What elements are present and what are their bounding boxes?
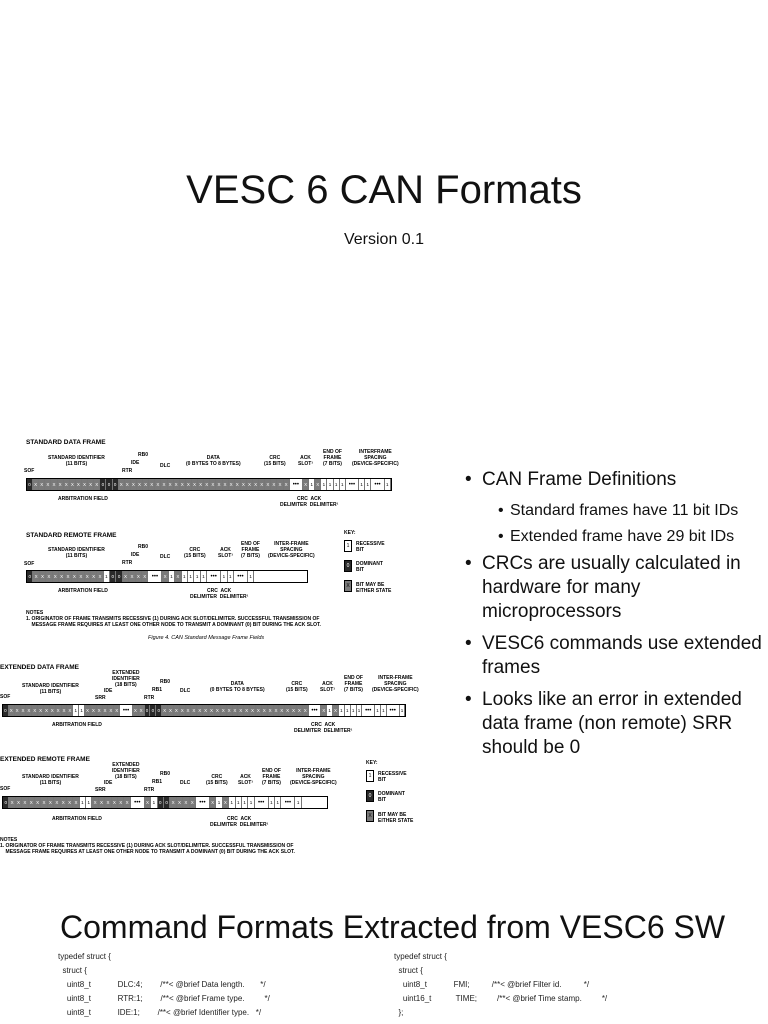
ext-data-sof-label: SOF bbox=[0, 694, 11, 700]
frame-bit: X bbox=[244, 705, 250, 716]
ext-remote-crc-label: CRC (15 BITS) bbox=[206, 774, 228, 786]
frame-bit: 0 bbox=[116, 571, 122, 582]
frame-bit: X bbox=[91, 705, 97, 716]
key2-either-label: BIT MAY BE EITHER STATE bbox=[378, 812, 414, 824]
frame-bit: X bbox=[274, 705, 280, 716]
code-line: uint8_t RTR:1; /**< @brief Frame type. */ bbox=[58, 994, 270, 1003]
std-data-id-label: STANDARD IDENTIFIER (11 BITS) bbox=[48, 455, 105, 467]
frame-bit: 1 bbox=[201, 571, 207, 582]
std-data-dlc-label: DLC bbox=[160, 463, 171, 469]
frame-bit: X bbox=[170, 797, 176, 808]
frame-bit: 1 bbox=[104, 571, 110, 582]
frame-bit: X bbox=[59, 571, 65, 582]
frame-bit: X bbox=[284, 479, 290, 490]
code-line: uint8_t DLC:4; /**< @brief Data length. */ bbox=[58, 980, 266, 989]
frame-bit: X bbox=[94, 479, 100, 490]
frame-bit: X bbox=[33, 479, 39, 490]
version-subtitle: Version 0.1 bbox=[343, 231, 425, 248]
std-remote-arb-label: ARBITRATION FIELD bbox=[58, 588, 108, 594]
frame-bit: X bbox=[51, 479, 57, 490]
std-remote-sof-label: SOF bbox=[24, 561, 35, 567]
frame-bit: ••• bbox=[387, 705, 400, 716]
frame-bit: X bbox=[97, 571, 103, 582]
std-data-arb-label: ARBITRATION FIELD bbox=[58, 496, 108, 502]
frame-bit: X bbox=[58, 479, 64, 490]
frame-bit: X bbox=[204, 479, 210, 490]
ext-data-heading: EXTENDED DATA FRAME bbox=[0, 664, 79, 671]
frame-bit: 1 bbox=[381, 705, 387, 716]
ext-remote-extid-label: EXTENDED IDENTIFIER (18 BITS) bbox=[112, 762, 140, 780]
key2-dominant-label: DOMINANT BIT bbox=[378, 791, 405, 803]
frame-bit: X bbox=[131, 479, 137, 490]
frame-bit: X bbox=[198, 479, 204, 490]
frame-bit: X bbox=[168, 479, 174, 490]
frame-bit: X bbox=[192, 479, 198, 490]
frame-bit: X bbox=[321, 705, 327, 716]
frame-bit: ••• bbox=[309, 705, 322, 716]
key-dominant-box: 0 bbox=[344, 560, 352, 572]
frame-bit: X bbox=[259, 479, 265, 490]
frame-bit: X bbox=[85, 705, 91, 716]
frame-bit: X bbox=[70, 479, 76, 490]
key-heading: KEY: bbox=[344, 530, 356, 536]
frame-bit: 1 bbox=[182, 571, 188, 582]
ext-data-rb0-label: RB0 bbox=[160, 679, 171, 685]
ext-remote-rtr-label: RTR bbox=[144, 787, 155, 793]
std-remote-eof-label: END OF FRAME (7 BITS) bbox=[241, 541, 260, 559]
key2-recessive-box: 1 bbox=[366, 770, 374, 782]
frame-bit: X bbox=[125, 479, 131, 490]
frame-bit: X bbox=[48, 797, 54, 808]
ext-data-arb-label: ARBITRATION FIELD bbox=[52, 722, 102, 728]
frame-bit: X bbox=[145, 797, 151, 808]
frame-bit: ••• bbox=[371, 479, 384, 490]
frame-bit: 1 bbox=[327, 479, 333, 490]
frame-bit: 1 bbox=[345, 705, 351, 716]
frame-bit: X bbox=[108, 705, 114, 716]
frame-bit: X bbox=[39, 479, 45, 490]
frame-bit: 0 bbox=[27, 479, 33, 490]
frame-bit: X bbox=[29, 797, 35, 808]
frame-bit: X bbox=[61, 797, 67, 808]
frame-bit: X bbox=[174, 705, 180, 716]
ext-remote-dlc-label: DLC bbox=[180, 780, 191, 786]
ext-data-rtr-label: RTR bbox=[144, 695, 155, 701]
frame-bit: 1 bbox=[385, 479, 391, 490]
key-either-label: BIT MAY BE EITHER STATE bbox=[356, 582, 392, 594]
ext-remote-heading: EXTENDED REMOTE FRAME bbox=[0, 756, 90, 763]
frame-bit: X bbox=[180, 705, 186, 716]
frame-bit: 1 bbox=[221, 571, 227, 582]
frame-bit: X bbox=[44, 705, 50, 716]
frame-bit: X bbox=[265, 479, 271, 490]
frame-bit: X bbox=[21, 705, 27, 716]
frame-bit: 1 bbox=[334, 479, 340, 490]
frame-bit: X bbox=[35, 797, 41, 808]
ext-remote-eof-label: END OF FRAME (7 BITS) bbox=[262, 768, 281, 786]
frame-bit: 1 bbox=[400, 705, 406, 716]
frame-bit: 0 bbox=[3, 797, 9, 808]
frame-bit: X bbox=[262, 705, 268, 716]
frame-bit: X bbox=[155, 479, 161, 490]
frame-bit: 0 bbox=[100, 479, 106, 490]
ext-remote-delim-label: CRC ACK DELIMITER DELIMITER¹ bbox=[210, 816, 269, 828]
std-data-rb0-label: RB0 bbox=[138, 452, 149, 458]
frame-bit: 1 bbox=[188, 571, 194, 582]
code-block-left bbox=[58, 952, 378, 1024]
frame-bit: 0 bbox=[106, 479, 112, 490]
frame-bit: X bbox=[85, 571, 91, 582]
frame-bit: 1 bbox=[295, 797, 301, 808]
frame-bit: X bbox=[203, 705, 209, 716]
ext-remote-bit-row bbox=[2, 796, 328, 809]
code-line: uint8_t IDE:1; /**< @brief Identifier type. */ bbox=[58, 1008, 262, 1017]
std-data-sof-label: SOF bbox=[24, 468, 35, 474]
key-either-box: X bbox=[344, 580, 352, 592]
std-remote-delim-label: CRC ACK DELIMITER DELIMITER¹ bbox=[190, 588, 249, 600]
code-line: }; bbox=[394, 1008, 404, 1017]
frame-bit: X bbox=[291, 705, 297, 716]
frame-bit: X bbox=[238, 705, 244, 716]
frame-bit: 1 bbox=[80, 797, 86, 808]
frame-bit: X bbox=[41, 797, 47, 808]
frame-bit: X bbox=[76, 479, 82, 490]
frame-bit: X bbox=[191, 705, 197, 716]
bullet-item: • VESC6 commands use extended frames bbox=[462, 632, 762, 680]
frame-bit: X bbox=[250, 705, 256, 716]
frame-bit: X bbox=[46, 571, 52, 582]
frame-bit: X bbox=[162, 571, 168, 582]
ext-remote-rb1-label: RB1 bbox=[152, 779, 163, 785]
std-remote-bit-row bbox=[26, 570, 308, 583]
frame-bit: X bbox=[235, 479, 241, 490]
frame-bit: X bbox=[119, 479, 125, 490]
frame-bit: X bbox=[177, 797, 183, 808]
ext-data-dlc-label: DLC bbox=[180, 688, 191, 694]
key2-recessive-label: RECESSIVE BIT bbox=[378, 771, 407, 783]
frame-bit: X bbox=[229, 479, 235, 490]
code-line: typedef struct { bbox=[394, 952, 447, 961]
frame-bit: X bbox=[303, 479, 309, 490]
frame-bit: 1 bbox=[216, 797, 222, 808]
frame-bit: X bbox=[253, 479, 259, 490]
frame-bit: X bbox=[161, 479, 167, 490]
frame-bit: X bbox=[209, 705, 215, 716]
std-remote-rtr-label: RTR bbox=[122, 560, 133, 566]
frame-bit: X bbox=[91, 571, 97, 582]
frame-bit: 0 bbox=[27, 571, 33, 582]
ext-data-id-label: STANDARD IDENTIFIER (11 BITS) bbox=[22, 683, 79, 695]
frame-bit: X bbox=[40, 571, 46, 582]
frame-bit: X bbox=[123, 571, 129, 582]
ext-remote-rb0-label: RB0 bbox=[160, 771, 171, 777]
frame-bit: 1 bbox=[365, 479, 371, 490]
std-remote-id-label: STANDARD IDENTIFIER (11 BITS) bbox=[48, 547, 105, 559]
ext-data-delim-label: CRC ACK DELIMITER DELIMITER¹ bbox=[294, 722, 353, 734]
ext-remote-ack-label: ACK SLOT¹ bbox=[238, 774, 253, 786]
bullet-item: • Looks like an error in extended data frame (non remote) SRR should be 0 bbox=[462, 688, 762, 760]
frame-bit: 1 bbox=[321, 479, 327, 490]
frame-bit: X bbox=[279, 705, 285, 716]
ext-data-srr-label: SRR bbox=[95, 695, 106, 701]
frame-bit: X bbox=[118, 797, 124, 808]
frame-bit: X bbox=[186, 705, 192, 716]
frame-bit: X bbox=[97, 705, 103, 716]
frame-bit: X bbox=[53, 571, 59, 582]
frame-bit: X bbox=[65, 571, 71, 582]
std-data-ack-label: ACK SLOT¹ bbox=[298, 455, 313, 467]
std-remote-ifs-label: INTER-FRAME SPACING (DEVICE-SPECIFIC) bbox=[268, 541, 315, 559]
frame-bit: 1 bbox=[357, 705, 363, 716]
code-line: uint8_t FMI; /**< @brief Filter id. */ bbox=[394, 980, 590, 989]
frame-bit: X bbox=[215, 705, 221, 716]
code-line: typedef struct { bbox=[58, 952, 111, 961]
frame-bit: 1 bbox=[194, 571, 200, 582]
frame-bit: 0 bbox=[113, 479, 119, 490]
frame-bit: X bbox=[15, 705, 21, 716]
std-remote-ide-label: IDE bbox=[131, 552, 140, 558]
frame-bit: X bbox=[180, 479, 186, 490]
code-block-right bbox=[394, 952, 764, 1024]
notes-standard: NOTES 1. ORIGINATOR OF FRAME TRANSMITS RECESSIVE (1) DURING ACK SLOT/DELIMITER. SUCCESSFUL TRANSMISSION OF MESSAGE FRAME REQUIRES AT LEAST ONE OTHER NODE TO TRANSMIT A DOMINANT (0) BIT DURING THE ACK SLOT. bbox=[26, 610, 321, 628]
bullet-list bbox=[462, 468, 762, 768]
key2-dominant-box: 0 bbox=[366, 790, 374, 802]
frame-bit: 1 bbox=[375, 705, 381, 716]
frame-bit: X bbox=[221, 705, 227, 716]
key-recessive-label: RECESSIVE BIT bbox=[356, 541, 385, 553]
frame-bit: 1 bbox=[79, 705, 85, 716]
frame-bit: 0 bbox=[110, 571, 116, 582]
frame-bit: ••• bbox=[120, 705, 133, 716]
code-line: struct { bbox=[58, 966, 87, 975]
frame-bit: X bbox=[56, 705, 62, 716]
std-data-delim-label: CRC ACK DELIMITER DELIMITER¹ bbox=[280, 496, 339, 508]
page-title: VESC 6 CAN Formats bbox=[186, 168, 582, 212]
frame-bit: 1 bbox=[327, 705, 333, 716]
std-data-eof-label: END OF FRAME (7 BITS) bbox=[323, 449, 342, 467]
sub-bullet-item: • Standard frames have 11 bit IDs bbox=[462, 500, 762, 521]
frame-bit: X bbox=[99, 797, 105, 808]
frame-bit: ••• bbox=[196, 797, 210, 808]
ext-remote-srr-label: SRR bbox=[95, 787, 106, 793]
frame-bit: X bbox=[139, 705, 145, 716]
std-data-heading: STANDARD DATA FRAME bbox=[26, 439, 106, 446]
frame-bit: X bbox=[143, 479, 149, 490]
frame-bit: X bbox=[315, 479, 321, 490]
frame-bit: X bbox=[186, 479, 192, 490]
can-frame-figure bbox=[0, 430, 450, 870]
frame-bit: X bbox=[72, 571, 78, 582]
ext-remote-id-label: STANDARD IDENTIFIER (11 BITS) bbox=[22, 774, 79, 786]
frame-bit: X bbox=[183, 797, 189, 808]
frame-bit: X bbox=[162, 705, 168, 716]
frame-bit: 0 bbox=[3, 705, 9, 716]
frame-bit: X bbox=[50, 705, 56, 716]
frame-bit: X bbox=[149, 479, 155, 490]
frame-bit: X bbox=[333, 705, 339, 716]
frame-bit: 1 bbox=[309, 479, 315, 490]
frame-bit: 1 bbox=[242, 797, 248, 808]
std-remote-crc-label: CRC (15 BITS) bbox=[184, 547, 206, 559]
frame-bit: X bbox=[73, 797, 79, 808]
frame-bit: X bbox=[137, 479, 143, 490]
frame-bit: X bbox=[62, 705, 68, 716]
std-remote-heading: STANDARD REMOTE FRAME bbox=[26, 532, 117, 539]
key-recessive-box: 1 bbox=[344, 540, 352, 552]
frame-bit: X bbox=[112, 797, 118, 808]
frame-bit: X bbox=[78, 571, 84, 582]
frame-bit: X bbox=[129, 571, 135, 582]
key-dominant-label: DOMINANT BIT bbox=[356, 561, 383, 573]
frame-bit: X bbox=[223, 479, 229, 490]
frame-bit: 1 bbox=[339, 705, 345, 716]
frame-bit: X bbox=[38, 705, 44, 716]
frame-bit: ••• bbox=[362, 705, 375, 716]
frame-bit: X bbox=[190, 797, 196, 808]
frame-bit: X bbox=[247, 479, 253, 490]
frame-bit: X bbox=[136, 571, 142, 582]
ext-remote-sof-label: SOF bbox=[0, 786, 11, 792]
frame-bit: X bbox=[67, 705, 73, 716]
frame-bit: X bbox=[103, 705, 109, 716]
frame-bit: X bbox=[168, 705, 174, 716]
frame-bit: X bbox=[271, 479, 277, 490]
frame-bit: X bbox=[285, 705, 291, 716]
ext-remote-arb-label: ARBITRATION FIELD bbox=[52, 816, 102, 822]
frame-bit: ••• bbox=[207, 571, 221, 582]
frame-bit: 0 bbox=[164, 797, 170, 808]
frame-bit: X bbox=[9, 705, 15, 716]
frame-bit: 1 bbox=[269, 797, 275, 808]
bullet-item: • CRCs are usually calculated in hardware for many microprocessors bbox=[462, 552, 762, 624]
frame-bit: X bbox=[210, 479, 216, 490]
ext-data-eof-label: END OF FRAME (7 BITS) bbox=[344, 675, 363, 693]
frame-bit: X bbox=[92, 797, 98, 808]
frame-bit: 0 bbox=[150, 705, 156, 716]
frame-bit: X bbox=[67, 797, 73, 808]
frame-bit: X bbox=[133, 705, 139, 716]
frame-bit: X bbox=[26, 705, 32, 716]
std-data-rtr-label: RTR bbox=[122, 468, 133, 474]
frame-bit: ••• bbox=[255, 797, 269, 808]
frame-bit: 1 bbox=[228, 571, 234, 582]
frame-bit: X bbox=[54, 797, 60, 808]
frame-bit: 1 bbox=[229, 797, 235, 808]
frame-bit: 1 bbox=[351, 705, 357, 716]
frame-bit: X bbox=[223, 797, 229, 808]
frame-bit: 1 bbox=[236, 797, 242, 808]
frame-bit: X bbox=[268, 705, 274, 716]
frame-bit: ••• bbox=[148, 571, 162, 582]
std-remote-ack-label: ACK SLOT¹ bbox=[218, 547, 233, 559]
frame-bit: X bbox=[174, 479, 180, 490]
frame-bit: X bbox=[64, 479, 70, 490]
std-data-data-label: DATA (0 BYTES TO 8 BYTES) bbox=[186, 455, 241, 467]
ext-data-rb1-label: RB1 bbox=[152, 687, 163, 693]
std-data-bit-row bbox=[26, 478, 392, 491]
frame-bit: ••• bbox=[346, 479, 359, 490]
frame-bit: 1 bbox=[359, 479, 365, 490]
frame-bit: X bbox=[210, 797, 216, 808]
ext-remote-ide-label: IDE bbox=[104, 780, 113, 786]
key2-either-box: X bbox=[366, 810, 374, 822]
frame-bit: 1 bbox=[248, 797, 254, 808]
frame-bit: X bbox=[256, 705, 262, 716]
frame-bit: X bbox=[114, 705, 120, 716]
frame-bit: 1 bbox=[73, 705, 79, 716]
frame-bit: X bbox=[142, 571, 148, 582]
frame-bit: 0 bbox=[145, 705, 151, 716]
frame-bit: X bbox=[277, 479, 283, 490]
ext-data-ifs-label: INTER-FRAME SPACING (DEVICE-SPECIFIC) bbox=[372, 675, 419, 693]
frame-bit: X bbox=[197, 705, 203, 716]
section-title: Command Formats Extracted from VESC6 SW bbox=[60, 909, 726, 945]
sub-bullet-item: • Extended frame have 29 bit IDs bbox=[462, 526, 762, 547]
frame-bit: 1 bbox=[248, 571, 254, 582]
frame-bit: 0 bbox=[158, 797, 164, 808]
frame-bit: 1 bbox=[340, 479, 346, 490]
frame-bit: X bbox=[303, 705, 309, 716]
frame-bit: X bbox=[233, 705, 239, 716]
frame-bit: X bbox=[32, 705, 38, 716]
ext-data-bit-row bbox=[2, 704, 406, 717]
std-data-crc-label: CRC (15 BITS) bbox=[264, 455, 286, 467]
std-data-ifs-label: INTERFRAME SPACING (DEVICE-SPECIFIC) bbox=[352, 449, 399, 467]
ext-remote-ifs-label: INTER-FRAME SPACING (DEVICE-SPECIFIC) bbox=[290, 768, 337, 786]
frame-bit: 1 bbox=[275, 797, 281, 808]
notes-extended: NOTES 1. ORIGINATOR OF FRAME TRANSMITS RECESSIVE (1) DURING ACK SLOT/DELIMITER. SUCCESSFUL TRANSMISSION OF MESSAGE FRAME REQUIRES AT LEAST ONE OTHER NODE TO TRANSMIT A DOMINANT (0) BIT DURING THE ACK SLOT. bbox=[0, 837, 295, 855]
frame-bit: 0 bbox=[156, 705, 162, 716]
std-data-ide-label: IDE bbox=[131, 460, 140, 466]
code-line: struct { bbox=[394, 966, 423, 975]
ext-data-extid-label: EXTENDED IDENTIFIER (18 BITS) bbox=[112, 670, 140, 688]
frame-bit: 1 bbox=[86, 797, 92, 808]
ext-data-data-label: DATA (0 BYTES TO 8 BYTES) bbox=[210, 681, 265, 693]
figure-caption: Figure 4. CAN Standard Message Frame Fields bbox=[148, 635, 265, 641]
frame-bit: X bbox=[227, 705, 233, 716]
frame-bit: X bbox=[45, 479, 51, 490]
frame-bit: 1 bbox=[151, 797, 157, 808]
std-remote-dlc-label: DLC bbox=[160, 554, 171, 560]
code-line: uint16_t TIME; /**< @brief Time stamp. */ bbox=[394, 994, 608, 1003]
frame-bit: ••• bbox=[131, 797, 145, 808]
frame-bit: X bbox=[22, 797, 28, 808]
frame-bit: X bbox=[124, 797, 130, 808]
frame-bit: X bbox=[33, 571, 39, 582]
frame-bit: ••• bbox=[290, 479, 303, 490]
std-remote-rb0-label: RB0 bbox=[138, 544, 149, 550]
ext-data-ack-label: ACK SLOT¹ bbox=[320, 681, 335, 693]
frame-bit: X bbox=[241, 479, 247, 490]
frame-bit: X bbox=[82, 479, 88, 490]
frame-bit: X bbox=[16, 797, 22, 808]
frame-bit: ••• bbox=[281, 797, 295, 808]
key2-heading: KEY: bbox=[366, 760, 378, 766]
frame-bit: X bbox=[216, 479, 222, 490]
frame-bit: ••• bbox=[234, 571, 248, 582]
ext-data-ide-label: IDE bbox=[104, 688, 113, 694]
frame-bit: X bbox=[297, 705, 303, 716]
bullet-item: • CAN Frame Definitions bbox=[462, 468, 762, 492]
frame-bit: X bbox=[105, 797, 111, 808]
frame-bit: X bbox=[9, 797, 15, 808]
frame-bit: X bbox=[175, 571, 181, 582]
frame-bit: 1 bbox=[169, 571, 175, 582]
frame-bit: X bbox=[88, 479, 94, 490]
ext-data-crc-label: CRC (15 BITS) bbox=[286, 681, 308, 693]
